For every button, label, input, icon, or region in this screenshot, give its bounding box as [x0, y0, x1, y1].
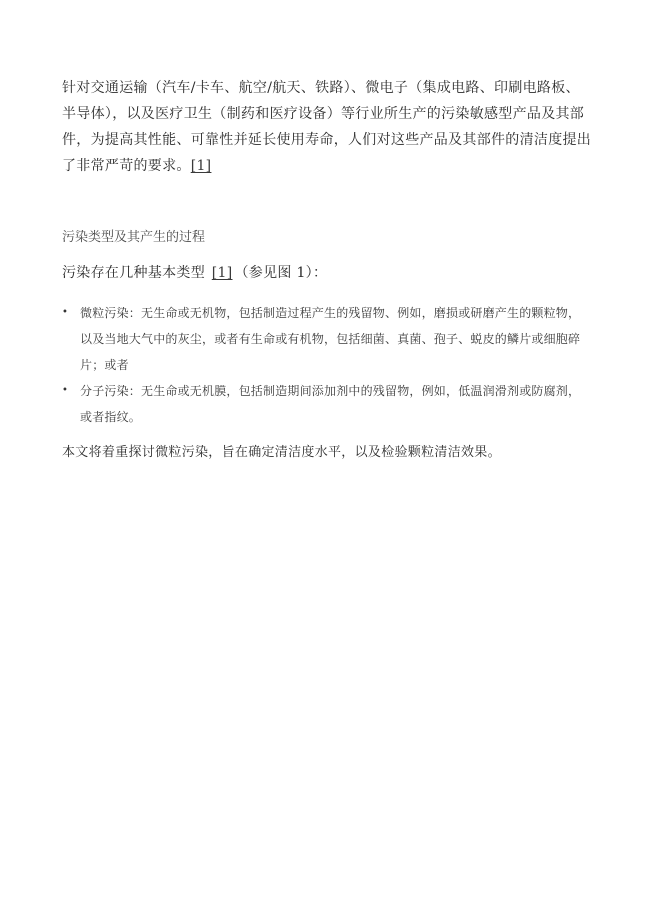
list-item-text: 微粒污染：无生命或无机物，包括制造过程产生的残留物、例如，磨损或研磨产生的颗粒物，以及当地大气中的灰尘，或者有生命或有机物，包括细菌、真菌、孢子、蜕皮的鳞片或细胞碎片；或者 — [80, 306, 581, 372]
intro-paragraph — [62, 75, 592, 179]
intro-text: 针对交通运输（汽车/卡车、航空/航天、铁路）、微电子（集成电路、印刷电路板、半导体），以及医疗卫生（制药和医疗设备）等行业所生产的污染敏感型产品及其部件，为提高其性能、可靠性并延长使用寿命，人们对这些产品及其部件的清洁度提出了非常严苛的要求。 — [62, 80, 592, 174]
list-item-molecular — [62, 378, 592, 430]
list-item-particulate — [62, 300, 592, 378]
bullet-icon: • — [62, 307, 69, 318]
bullet-icon: • — [62, 385, 69, 396]
types-line-text: 污染存在几种基本类型 — [62, 265, 205, 281]
types-reference-link[interactable]: [1] — [211, 265, 233, 281]
list-item-text: 分子污染：无生命或无机膜，包括制造期间添加剂中的残留物，例如，低温润滑剂或防腐剂，或者指纹。 — [80, 384, 581, 424]
contamination-type-list — [62, 300, 592, 430]
contamination-types-line — [62, 263, 327, 283]
section-heading: 污染类型及其产生的过程 — [62, 230, 206, 245]
types-line-figure-note: （参见图 1）： — [234, 265, 328, 281]
intro-reference-link[interactable]: [1] — [190, 158, 212, 174]
closing-paragraph: 本文将着重探讨微粒污染，旨在确定清洁度水平，以及检验颗粒清洁效果。 — [62, 445, 501, 460]
